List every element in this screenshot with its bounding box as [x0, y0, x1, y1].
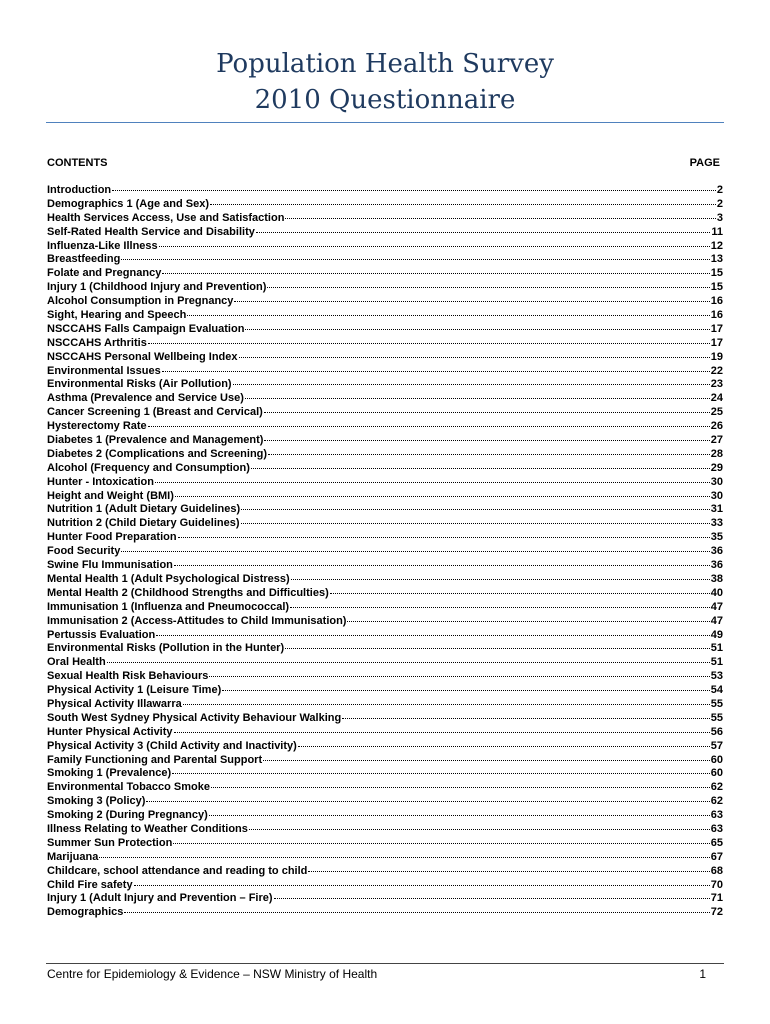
toc-entry-label: Immunisation 2 (Access-Attitudes to Child Immunisation)	[47, 614, 347, 627]
toc-entry-label: Self-Rated Health Service and Disability	[47, 225, 255, 238]
dot-leader	[251, 468, 710, 469]
toc-entry-label: Influenza-Like Illness	[47, 239, 158, 252]
dot-leader	[162, 371, 710, 372]
dot-leader	[148, 426, 710, 427]
dot-leader	[211, 787, 710, 788]
toc-entry[interactable]	[47, 212, 723, 226]
toc-entry-label: Mental Health 1 (Adult Psychological Distress)	[47, 572, 290, 585]
dot-leader	[178, 537, 710, 538]
toc-entry-label: NSCCAHS Arthritis	[47, 336, 147, 349]
toc-entry-label: Environmental Risks (Air Pollution)	[47, 378, 232, 391]
toc-entry[interactable]	[47, 879, 723, 893]
toc-entry-label: Sight, Hearing and Speech	[47, 309, 187, 322]
toc-entry-page: 71	[710, 892, 723, 905]
toc-entry-label: Height and Weight (BMI)	[47, 489, 174, 502]
dot-leader	[330, 593, 710, 594]
toc-entry-page: 13	[710, 253, 723, 266]
toc-entry-page: 55	[710, 711, 723, 724]
toc-entry[interactable]	[47, 754, 723, 768]
toc-entry[interactable]	[47, 240, 723, 254]
dot-leader	[209, 815, 710, 816]
toc-entry-page: 60	[710, 753, 723, 766]
document-title	[0, 46, 770, 118]
toc-entry-page: 27	[710, 434, 723, 447]
footer-organisation: Centre for Epidemiology & Evidence – NSW Ministry of Health	[47, 967, 378, 981]
dot-leader	[245, 398, 710, 399]
toc-entry-label: Smoking 3 (Policy)	[47, 795, 146, 808]
dot-leader	[290, 607, 710, 608]
toc-entry[interactable]	[47, 767, 723, 781]
toc-entry-page: 51	[710, 656, 723, 669]
toc-entry-label: Hunter Physical Activity	[47, 725, 173, 738]
toc-entry[interactable]	[47, 601, 723, 615]
dot-leader	[162, 273, 709, 274]
toc-entry[interactable]	[47, 642, 723, 656]
toc-entry[interactable]	[47, 823, 723, 837]
page-heading: PAGE	[689, 157, 720, 169]
dot-leader	[233, 384, 710, 385]
toc-entry-label: Physical Activity 3 (Child Activity and Inactivity)	[47, 739, 297, 752]
toc-entry-label: Diabetes 1 (Prevalence and Management)	[47, 434, 264, 447]
dot-leader	[155, 482, 710, 483]
toc-entry[interactable]	[47, 712, 723, 726]
toc-entry-page: 60	[710, 767, 723, 780]
dot-leader	[298, 746, 710, 747]
toc-entry-label: Demographics	[47, 906, 124, 919]
toc-entry[interactable]	[47, 490, 723, 504]
toc-entry-page: 72	[710, 906, 723, 919]
toc-entry[interactable]	[47, 503, 723, 517]
toc-entry[interactable]	[47, 656, 723, 670]
toc-entry[interactable]	[47, 726, 723, 740]
dot-leader	[156, 635, 710, 636]
toc-entry-label: Asthma (Prevalence and Service Use)	[47, 392, 244, 405]
toc-entry-label: Pertussis Evaluation	[47, 628, 156, 641]
dot-leader	[107, 662, 710, 663]
toc-entry[interactable]	[47, 684, 723, 698]
dot-leader	[121, 259, 709, 260]
toc-entry-label: Environmental Issues	[47, 364, 161, 377]
toc-entry-label: Nutrition 1 (Adult Dietary Guidelines)	[47, 503, 241, 516]
toc-entry-page: 49	[710, 628, 723, 641]
dot-leader	[121, 551, 709, 552]
toc-entry-page: 15	[710, 267, 723, 280]
toc-entry-label: Child Fire safety	[47, 878, 133, 891]
dot-leader	[342, 718, 710, 719]
toc-entry-page: 19	[710, 350, 723, 363]
toc-entry-page: 33	[710, 517, 723, 530]
toc-entry[interactable]	[47, 281, 723, 295]
dot-leader	[241, 509, 710, 510]
dot-leader	[239, 357, 710, 358]
toc-entry[interactable]	[47, 323, 723, 337]
toc-entry-label: Folate and Pregnancy	[47, 267, 162, 280]
toc-entry[interactable]	[47, 392, 723, 406]
dot-leader	[264, 412, 710, 413]
dot-leader	[174, 565, 710, 566]
toc-entry-label: Environmental Tobacco Smoke	[47, 781, 211, 794]
toc-entry-page: 17	[710, 336, 723, 349]
dot-leader	[124, 912, 709, 913]
dot-leader	[256, 232, 711, 233]
toc-entry-label: Childcare, school attendance and reading to child	[47, 864, 308, 877]
toc-entry-label: Physical Activity Illawarra	[47, 697, 182, 710]
toc-entry[interactable]	[47, 378, 723, 392]
toc-entry-page: 3	[716, 211, 723, 224]
toc-entry[interactable]	[47, 740, 723, 754]
toc-entry-page: 62	[710, 795, 723, 808]
toc-entry-page: 29	[710, 461, 723, 474]
dot-leader	[241, 523, 710, 524]
dot-leader	[183, 704, 710, 705]
dot-leader	[173, 843, 709, 844]
toc-entry-page: 30	[710, 489, 723, 502]
toc-entry[interactable]	[47, 365, 723, 379]
toc-entry-page: 26	[710, 420, 723, 433]
toc-entry-page: 63	[710, 822, 723, 835]
toc-entry-page: 56	[710, 725, 723, 738]
toc-entry-label: Hunter Food Preparation	[47, 531, 177, 544]
toc-entry-label: Cancer Screening 1 (Breast and Cervical)	[47, 406, 263, 419]
toc-entry[interactable]	[47, 267, 723, 281]
toc-entry[interactable]	[47, 184, 723, 198]
toc-entry-page: 2	[716, 184, 723, 196]
toc-entry[interactable]	[47, 406, 723, 420]
dot-leader	[99, 857, 709, 858]
toc-entry-label: Swine Flu Immunisation	[47, 559, 173, 572]
toc-entry[interactable]	[47, 462, 723, 476]
toc-entry-label: South West Sydney Physical Activity Behaviour Walking	[47, 711, 342, 724]
dot-leader	[174, 732, 710, 733]
dot-leader	[268, 454, 710, 455]
toc-entry[interactable]	[47, 795, 723, 809]
toc-entry-page: 15	[710, 281, 723, 294]
toc-entry-label: NSCCAHS Falls Campaign Evaluation	[47, 322, 245, 335]
toc-entry-page: 17	[710, 322, 723, 335]
toc-entry-label: Smoking 1 (Prevalence)	[47, 767, 172, 780]
dot-leader	[285, 218, 715, 219]
toc-entry-page: 55	[710, 697, 723, 710]
toc-entry[interactable]	[47, 892, 723, 906]
toc-entry-label: Injury 1 (Childhood Injury and Prevention)	[47, 281, 267, 294]
toc-entry-page: 65	[710, 836, 723, 849]
dot-leader	[222, 690, 710, 691]
toc-entry[interactable]	[47, 434, 723, 448]
toc-entry-page: 47	[710, 614, 723, 627]
toc-entry-page: 57	[710, 739, 723, 752]
toc-entry[interactable]	[47, 837, 723, 851]
toc-entry-label: Marijuana	[47, 850, 99, 863]
toc-entry-label: Summer Sun Protection	[47, 836, 173, 849]
dot-leader	[263, 760, 710, 761]
toc-entry[interactable]	[47, 517, 723, 531]
toc-entry-label: Immunisation 1 (Influenza and Pneumococcal)	[47, 600, 290, 613]
toc-entry-page: 40	[710, 586, 723, 599]
toc-entry-label: Alcohol (Frequency and Consumption)	[47, 461, 250, 474]
toc-entry-page: 11	[711, 225, 723, 238]
toc-entry-label: Health Services Access, Use and Satisfaction	[47, 211, 285, 224]
toc-entry[interactable]	[47, 698, 723, 712]
toc-entry-page: 16	[710, 295, 723, 308]
toc-entry-label: Environmental Risks (Pollution in the Hunter)	[47, 642, 285, 655]
toc-entry-page: 51	[710, 642, 723, 655]
toc-entry-page: 24	[710, 392, 723, 405]
toc-entry-label: Diabetes 2 (Complications and Screening)	[47, 447, 268, 460]
dot-leader	[274, 898, 710, 899]
toc-entry-label: Oral Health	[47, 656, 106, 669]
footer-page-number: 1	[699, 967, 706, 981]
toc-entry[interactable]	[47, 226, 723, 240]
dot-leader	[112, 190, 716, 191]
dot-leader	[267, 287, 709, 288]
toc-entry-page: 36	[710, 559, 723, 572]
toc-entry-page: 63	[710, 809, 723, 822]
toc-entry-page: 31	[710, 503, 723, 516]
toc-entry-page: 30	[710, 475, 723, 488]
toc-entry-label: Family Functioning and Parental Support	[47, 753, 263, 766]
toc-entry-label: Physical Activity 1 (Leisure Time)	[47, 684, 222, 697]
toc-entry[interactable]	[47, 809, 723, 823]
dot-leader	[308, 871, 709, 872]
toc-entry-page: 28	[710, 447, 723, 460]
toc-entry-page: 67	[710, 850, 723, 863]
toc-entry-page: 16	[710, 309, 723, 322]
toc-entry-label: Breastfeeding	[47, 253, 121, 266]
toc-entry-page: 54	[710, 684, 723, 697]
toc-entry[interactable]	[47, 865, 723, 879]
toc-entry-page: 38	[710, 572, 723, 585]
toc-entry-label: Hunter - Intoxication	[47, 475, 154, 488]
toc-entry-label: Introduction	[47, 184, 112, 196]
toc-entry-page: 35	[710, 531, 723, 544]
dot-leader	[209, 676, 709, 677]
toc-entry[interactable]	[47, 545, 723, 559]
toc-entry-page: 23	[710, 378, 723, 391]
dot-leader	[347, 621, 709, 622]
toc-entry[interactable]	[47, 476, 723, 490]
dot-leader	[159, 246, 710, 247]
toc-entry[interactable]	[47, 253, 723, 267]
dot-leader	[187, 315, 709, 316]
toc-entry[interactable]	[47, 615, 723, 629]
toc-entry-page: 25	[710, 406, 723, 419]
toc-entry-page: 53	[710, 670, 723, 683]
toc-entry[interactable]	[47, 906, 723, 920]
toc-entry-label: Smoking 2 (During Pregnancy)	[47, 809, 208, 822]
title-divider	[46, 122, 724, 123]
dot-leader	[146, 801, 709, 802]
toc-entry-label: Hysterectomy Rate	[47, 420, 147, 433]
toc-entry[interactable]	[47, 559, 723, 573]
toc-entry[interactable]	[47, 587, 723, 601]
dot-leader	[134, 885, 710, 886]
toc-entry[interactable]	[47, 198, 723, 212]
toc-entry-page: 12	[710, 239, 723, 252]
toc-entry-label: Alcohol Consumption in Pregnancy	[47, 295, 234, 308]
toc-entry[interactable]	[47, 573, 723, 587]
toc-entry-label: Sexual Health Risk Behaviours	[47, 670, 209, 683]
table-of-contents	[47, 184, 723, 920]
dot-leader	[175, 496, 710, 497]
dot-leader	[245, 329, 709, 330]
dot-leader	[285, 648, 710, 649]
toc-entry[interactable]	[47, 670, 723, 684]
toc-entry[interactable]	[47, 351, 723, 365]
toc-entry-page: 22	[710, 364, 723, 377]
toc-entry[interactable]	[47, 851, 723, 865]
toc-entry[interactable]	[47, 781, 723, 795]
toc-entry[interactable]	[47, 309, 723, 323]
dot-leader	[210, 204, 716, 205]
toc-entry-page: 70	[710, 878, 723, 891]
toc-entry[interactable]	[47, 531, 723, 545]
title-line-2: 2010 Questionnaire	[254, 85, 516, 115]
toc-entry[interactable]	[47, 629, 723, 643]
toc-entry-label: Demographics 1 (Age and Sex)	[47, 197, 209, 210]
toc-entry-page: 47	[710, 600, 723, 613]
toc-entry-page: 62	[710, 781, 723, 794]
toc-entry-label: Nutrition 2 (Child Dietary Guidelines)	[47, 517, 240, 530]
dot-leader	[172, 773, 710, 774]
dot-leader	[291, 579, 710, 580]
contents-heading: CONTENTS	[47, 157, 108, 169]
toc-entry[interactable]	[47, 448, 723, 462]
toc-entry-page: 36	[710, 545, 723, 558]
toc-entry-label: Injury 1 (Adult Injury and Prevention – Fire)	[47, 892, 273, 905]
toc-entry[interactable]	[47, 295, 723, 309]
toc-entry-page: 2	[716, 197, 723, 210]
title-line-1: Population Health Survey	[216, 49, 554, 79]
toc-entry[interactable]	[47, 420, 723, 434]
toc-entry[interactable]	[47, 337, 723, 351]
dot-leader	[264, 440, 709, 441]
dot-leader	[148, 343, 710, 344]
toc-entry-page: 68	[710, 864, 723, 877]
dot-leader	[234, 301, 709, 302]
toc-entry-label: Illness Relating to Weather Conditions	[47, 822, 248, 835]
footer-divider	[46, 963, 724, 964]
dot-leader	[249, 829, 710, 830]
toc-entry-label: Food Security	[47, 545, 121, 558]
toc-entry-label: NSCCAHS Personal Wellbeing Index	[47, 350, 238, 363]
toc-entry-label: Mental Health 2 (Childhood Strengths and Difficulties)	[47, 586, 329, 599]
